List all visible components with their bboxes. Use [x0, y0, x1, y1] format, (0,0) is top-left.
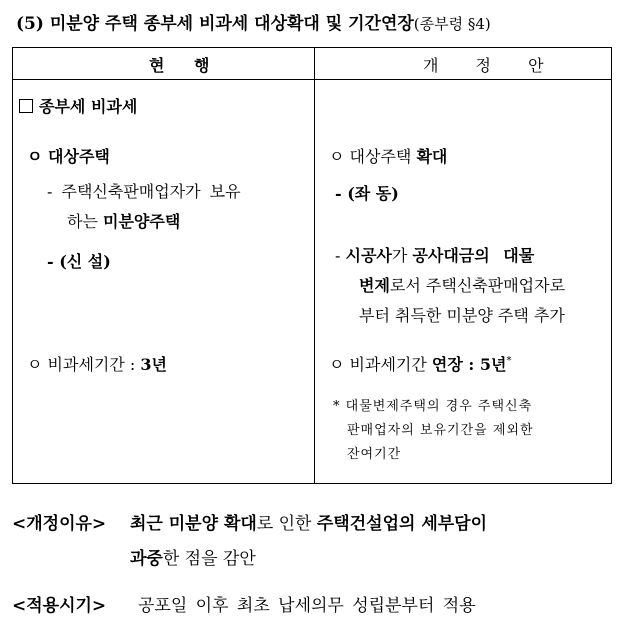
left-item1: ㅇ 대상주택	[27, 147, 110, 166]
left-period: ㅇ 비과세기간 : 3년	[27, 355, 167, 374]
checkbox-square-icon	[19, 99, 33, 113]
apply-label: <적용시기>	[12, 596, 107, 616]
column-divider	[314, 48, 315, 483]
right-item1: ㅇ 대상주택 확대	[329, 147, 448, 166]
header-current: 현 행	[149, 56, 222, 75]
apply-text: 공포일 이후 최초 납세의무 성립분부터 적용	[138, 596, 476, 616]
right-item2-line1: - 시공사가 공사대금의 대물	[335, 246, 535, 265]
reason-line1: 최근 미분양 확대로 인한 주택건설업의 세부담이	[130, 514, 488, 534]
comparison-table	[12, 47, 612, 484]
left-heading: 종부세 비과세	[19, 92, 137, 122]
right-item2-line3: 부터 취득한 미분양 주택 추가	[359, 306, 565, 325]
section-title-ref: (종부령 §4)	[413, 15, 491, 33]
header-revised: 개 정 안	[423, 56, 560, 75]
right-period: ㅇ 비과세기간 연장 : 5년*	[329, 355, 512, 374]
left-item2: - (신 설)	[47, 252, 111, 271]
table-header-row	[13, 48, 611, 80]
right-note-line3: 잔여기간	[347, 447, 402, 462]
right-item2-line2: 변제로서 주택신축판매업자로	[359, 276, 566, 295]
left-item1-sub-a: - 주택신축판매업자가 보유	[47, 182, 241, 201]
left-item1-sub-b: 하는 미분양주택	[67, 212, 181, 231]
right-item1-sub: - (좌 동)	[335, 184, 399, 203]
reason-line2: 과중한 점을 감안	[130, 549, 256, 569]
reason-label: <개정이유>	[12, 514, 107, 534]
section-title	[16, 9, 491, 34]
section-title-main: (5) 미분양 주택 종부세 비과세 대상확대 및 기간연장	[16, 14, 414, 34]
right-note-line2: 판매업자의 보유기간을 제외한	[347, 423, 534, 438]
right-note-line1: * 대물변제주택의 경우 주택신축	[333, 399, 533, 414]
